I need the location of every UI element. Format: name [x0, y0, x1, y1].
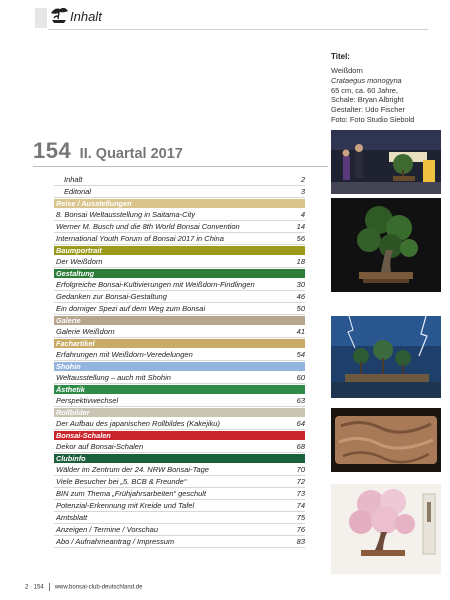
- photo-hawthorn-bonsai: [331, 198, 441, 292]
- toc-entry-page: 2: [300, 175, 305, 184]
- toc-entry-page: 46: [296, 292, 305, 301]
- toc-section-header: Baumportrait: [54, 246, 305, 255]
- toc-entry: [54, 464, 305, 476]
- toc-entry: [54, 441, 305, 453]
- toc-entry: [54, 488, 305, 500]
- toc-entry: [54, 221, 305, 233]
- toc-entry-page: 3: [300, 187, 305, 196]
- toc-entry-title: Gedanken zur Bonsai-Gestaltung: [56, 292, 167, 301]
- toc-entry-page: 41: [296, 327, 305, 336]
- toc-entry-title: Wälder im Zentrum der 24. NRW Bonsai-Tage: [56, 465, 209, 474]
- toc-entry: [54, 524, 305, 536]
- toc-section-header: Clubinfo: [54, 454, 305, 463]
- toc-entry: [54, 174, 305, 186]
- toc-entry-page: 14: [296, 222, 305, 231]
- toc-entry-title: Erfahrungen mit Weißdorn-Veredelungen: [56, 350, 193, 359]
- toc-entry: [54, 256, 305, 268]
- cover-info-line: Foto: Foto Studio Siebold: [331, 114, 415, 124]
- cover-info-line: Crataegus monogyna: [331, 76, 402, 86]
- toc-entry-page: 83: [296, 537, 305, 546]
- issue-quarter: II. Quartal 2017: [79, 146, 183, 162]
- toc-entry-title: Der Aufbau des japanischen Rollbildes (Kakejiku): [56, 419, 220, 428]
- cover-info-line: Gestalter: Udo Fischer: [331, 104, 405, 114]
- toc-entry-title: Dekor auf Bonsai-Schalen: [56, 442, 144, 451]
- issue-divider: [33, 166, 328, 167]
- header-title: Inhalt: [70, 9, 102, 24]
- toc-entry-title: Inhalt: [64, 175, 83, 184]
- photo-pottery-decor: [331, 408, 441, 472]
- toc-entry-title: Ein dorniger Spezi auf dem Weg zum Bonsai: [56, 304, 206, 313]
- toc-entry-page: 4: [300, 210, 305, 219]
- bonsai-logo-icon: [48, 4, 70, 26]
- toc-entry: [54, 500, 305, 512]
- toc-entry: [54, 395, 305, 407]
- toc-entry-page: 63: [296, 396, 305, 405]
- toc-entry-title: 8. Bonsai Weltausstellung in Saitama-City: [56, 210, 196, 219]
- header-divider: [48, 29, 428, 30]
- toc-entry: [54, 233, 305, 245]
- photo-flowering-hawthorn: [331, 484, 441, 574]
- toc-entry: [54, 536, 305, 548]
- toc-entry-page: 30: [296, 280, 305, 289]
- footer-page-number: 2 · 154: [25, 584, 44, 591]
- toc-entry-title: Editorial: [64, 187, 92, 196]
- footer-separator: [49, 583, 50, 591]
- issue-number: 154: [33, 138, 72, 163]
- toc-entry-page: 18: [296, 257, 305, 266]
- toc-entry-title: Amtsblatt: [56, 513, 88, 522]
- toc-entry-title: Anzeigen / Termine / Vorschau: [56, 525, 159, 534]
- toc-entry-title: Abo / Aufnahmeantrag / Impressum: [56, 537, 175, 546]
- toc-entry-page: 50: [296, 304, 305, 313]
- page-footer: [25, 583, 142, 591]
- cover-info: [331, 52, 441, 124]
- toc-entry-page: 56: [296, 234, 305, 243]
- toc-entry: [54, 186, 305, 198]
- toc-entry: [54, 209, 305, 221]
- toc-section-header: Gestaltung: [54, 269, 305, 278]
- toc-entry-page: 73: [296, 489, 305, 498]
- toc-section-header: Rollbilder: [54, 408, 305, 417]
- toc-section-header: Galerie: [54, 316, 305, 325]
- toc-entry-title: Viele Besucher bei „5. BCB & Freunde“: [56, 477, 187, 486]
- toc-entry-title: Der Weißdorn: [56, 257, 103, 266]
- toc-entry-page: 64: [296, 419, 305, 428]
- toc-section-header: Shohin: [54, 362, 305, 371]
- cover-info-heading: Titel:: [331, 52, 350, 61]
- toc-entry-title: Galerie Weißdorn: [56, 327, 115, 336]
- toc-entry-title: Werner M. Busch und die 8th World Bonsai Convention: [56, 222, 240, 231]
- toc-entry-page: 70: [296, 465, 305, 474]
- toc-entry-page: 72: [296, 477, 305, 486]
- toc-section-header: Ästhetik: [54, 385, 305, 394]
- toc-entry-title: Perspektivwechsel: [56, 396, 119, 405]
- toc-entry-page: 60: [296, 373, 305, 382]
- toc-entry-page: 54: [296, 350, 305, 359]
- toc-entry-title: BIN zum Thema „Frühjahrsarbeiten“ geschult: [56, 489, 207, 498]
- toc-entry-title: International Youth Forum of Bonsai 2017 in China: [56, 234, 224, 243]
- header-accent-bar: [35, 8, 47, 28]
- toc-entry: [54, 303, 305, 315]
- toc-section-header: Fachartikel: [54, 339, 305, 348]
- toc-section-header: Bonsai-Schalen: [54, 431, 305, 440]
- toc-entry-page: 76: [296, 525, 305, 534]
- toc-entry-title: Erfolgreiche Bonsai-Kultivierungen mit Weißdorn-Findlingen: [56, 280, 255, 289]
- toc-entry: [54, 279, 305, 291]
- toc-entry: [54, 418, 305, 430]
- toc-entry: [54, 326, 305, 338]
- cover-info-line: 65 cm, ca. 60 Jahre,: [331, 85, 398, 95]
- table-of-contents: [54, 174, 305, 548]
- photo-bonsai-landscape: [331, 316, 441, 398]
- toc-entry-page: 68: [296, 442, 305, 451]
- photo-exhibition-stage: [331, 130, 441, 194]
- page-header: [0, 0, 450, 30]
- toc-entry-title: Weltausstellung – auch mit Shohin: [56, 373, 171, 382]
- toc-entry: [54, 372, 305, 384]
- toc-entry: [54, 291, 305, 303]
- toc-entry-title: Potenzial-Erkennung mit Kreide und Tafel: [56, 501, 195, 510]
- toc-section-header: Reise / Ausstellungen: [54, 199, 305, 208]
- toc-entry-page: 75: [296, 513, 305, 522]
- issue-title: [33, 138, 183, 164]
- cover-info-line: Weißdorn: [331, 66, 363, 76]
- toc-entry: [54, 349, 305, 361]
- toc-entry: [54, 512, 305, 524]
- toc-entry: [54, 476, 305, 488]
- cover-info-line: Schale: Bryan Albright: [331, 95, 404, 105]
- footer-url: www.bonsai-club-deutschland.de: [54, 584, 143, 591]
- toc-entry-page: 74: [296, 501, 305, 510]
